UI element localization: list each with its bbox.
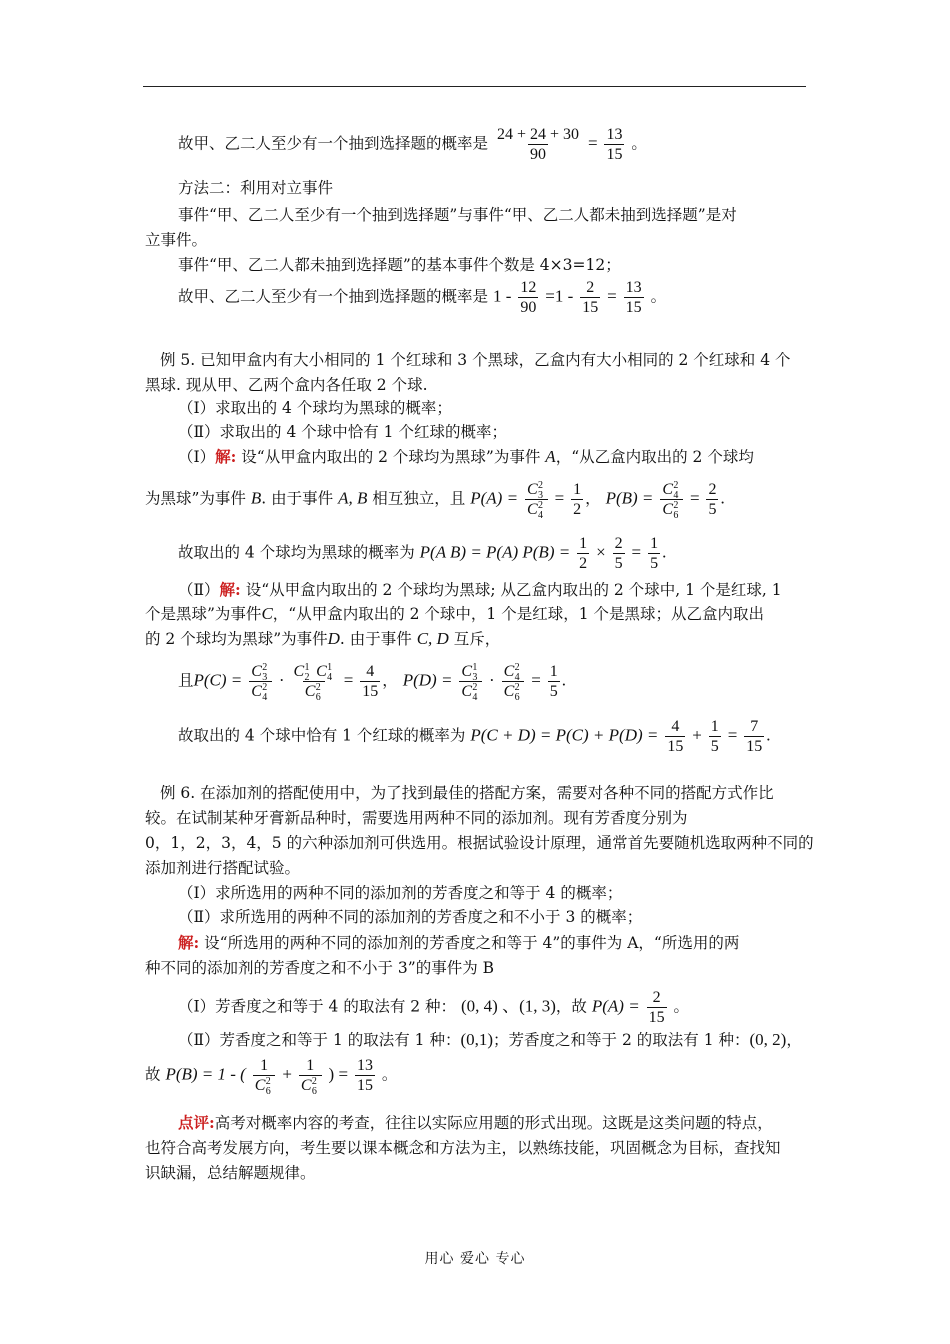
example6-solution-line2: 种不同的添加剂的芳香度之和不小于 3”的事件为 B [145,959,495,977]
fraction: $\frac{2}{15}$ [582,279,599,316]
example5-solution-2: （Ⅱ）解: 设“从甲盒内取出的 2 个球均为黑球; 从乙盒内取出的 2 个球中, 1 个是红球, 1 [178,580,782,599]
example5-statement: 例 5. 已知甲盒内有大小相同的 1 个红球和 3 个黑球，乙盒内有大小相同的 2 个红球和 4 个 [160,351,791,369]
example5-question-1: （Ⅰ）求取出的 4 个球均为黑球的概率； [178,399,452,417]
fraction: $\frac{1}{5}$ [650,535,659,572]
solution-label: 解: [215,447,237,466]
fraction: $\frac{1}{5}$ [710,718,719,755]
example5-solution-1-line2: 为黑球”为事件 B. 由于事件 A, B 相互独立，且 P(A) = C 2 3 C 2 4 = $\frac{1}{2}$ ， P(B) = C 2 4 C 2 6 = $\frac{2}{5}$ . [145,480,725,521]
example5-solution-2-line3: 的 2 个球均为黑球”为事件D. 由于事件 C, D 互斥， [145,629,501,648]
fraction: $\frac{4}{15}$ [667,718,684,755]
fraction: $\frac{4}{15}$ [362,663,379,700]
fraction: C 2 3 C 2 4 [249,662,272,701]
method2-conclusion: 故甲、乙二人至少有一个抽到选择题的概率是 1 - $\frac{12}{90}$ =1 - $\frac{2}{15}$ = $\frac{13}{15}$ 。 [178,279,667,316]
example5-solution-2-probabilities: 且P(C) = C 2 3 C 2 4 · C 1 2 C 1 4 C 2 6 = $\frac{4}{15}$ ， P(D) = C 1 3 C 2 4 · C 2 4 C 2 6 = $\frac{1}{5}$ . [178,662,566,703]
fraction: C 1 2 C 1 4 C 2 6 [293,662,333,703]
fraction: $\frac{1}{2}$ [579,535,588,572]
fraction: C 2 4 C 2 6 [502,662,525,701]
fraction: $\frac{1}{5}$ [549,663,558,700]
example5-solution-2-result: 故取出的 4 个球中恰有 1 个红球的概率为 P(C + D) = P(C) + P(D) = $\frac{4}{15}$ + $\frac{1}{5}$ = $\frac{7}{15}$ . [178,718,771,755]
comment-label: 点评: [178,1113,215,1132]
fraction: $\frac{24 + 24 + 30}{90}$ [496,126,579,163]
fraction: $\frac{12}{90}$ [520,279,537,316]
fraction: $\frac{2}{5}$ [708,481,717,518]
comment-line2: 也符合高考发展方向，考生要以课本概念和方法为主，以熟练技能，巩固概念为目标，查找知 [145,1139,781,1157]
fraction: $\frac{2}{5}$ [614,535,623,572]
fraction: 1 C 2 6 [253,1056,276,1095]
example5-statement: 黑球. 现从甲、乙两个盒内各任取 2 个球. [145,376,428,394]
solution-label: 解: [219,580,241,599]
header-rule [143,86,806,87]
fraction: 1 C 2 6 [299,1056,322,1095]
example6-question-2: （Ⅱ）求所选用的两种不同的添加剂的芳香度之和不小于 3 的概率； [178,908,643,926]
example5-question-2: （Ⅱ）求取出的 4 个球中恰有 1 个红球的概率； [178,423,507,441]
example6-solution-2: （Ⅱ）芳香度之和等于 1 的取法有 1 种：(0,1)；芳香度之和等于 2 的取法有 1 种：(0, 2)， [178,1030,802,1049]
paragraph-line: 事件“甲、乙二人都未抽到选择题”的基本事件个数是 4×3=12； [178,256,621,274]
example5-solution-2-line2: 个是黑球”为事件C，“从甲盒内取出的 2 个球中，1 个是红球，1 个是黑球；从乙盒内取出 [145,604,765,623]
paragraph-line: 立事件。 [145,231,208,249]
method2-heading: 方法二：利用对立事件 [178,179,334,197]
fraction: C 2 3 C 2 4 [525,480,548,519]
fraction: $\frac{13}{15}$ [606,126,623,163]
example6-question-1: （Ⅰ）求所选用的两种不同的添加剂的芳香度之和等于 4 的概率； [178,884,623,902]
example5-solution-1: （Ⅰ）解: 设“从甲盒内取出的 2 个球均为黑球”为事件 A，“从乙盒内取出的 2 个球均 [178,447,754,466]
method1-conclusion: 故甲、乙二人至少有一个抽到选择题的概率是 $\frac{24 + 24 + 30}{90}$ = $\frac{13}{15}$ 。 [178,126,647,163]
text: 故甲、乙二人至少有一个抽到选择题的概率是 [178,134,489,153]
paragraph-line: 事件“甲、乙二人至少有一个抽到选择题”与事件“甲、乙二人都未抽到选择题”是对 [178,206,737,224]
fraction: C 2 4 C 2 6 [660,480,683,519]
fraction: $\frac{7}{15}$ [746,718,763,755]
fraction: $\frac{1}{2}$ [573,481,582,518]
fraction: $\frac{13}{15}$ [356,1057,373,1094]
fraction: $\frac{13}{15}$ [625,279,642,316]
example6-statement: 0，1，2，3，4，5 的六种添加剂可供选用。根据试验设计原理，通常首先要随机选取两种不同的 [145,834,814,852]
fraction: $\frac{2}{15}$ [648,989,665,1026]
example6-statement: 添加剂进行搭配试验。 [145,859,301,877]
comment: 点评:高考对概率内容的考查，往往以实际应用题的形式出现。这既是这类问题的特点， [178,1113,773,1132]
page-footer: 用心 爱心 专心 [424,1251,526,1267]
fraction: C 1 3 C 2 4 [459,662,482,701]
example6-solution-1: （Ⅰ）芳香度之和等于 4 的取法有 2 种： (0, 4) 、(1, 3)，故 P(A) = $\frac{2}{15}$ 。 [178,989,690,1026]
example6-statement: 例 6. 在添加剂的搭配使用中，为了找到最佳的搭配方案，需要对各种不同的搭配方式作比 [160,784,774,802]
example5-solution-1-result: 故取出的 4 个球均为黑球的概率为 P(A B) = P(A) P(B) = $\frac{1}{2}$ × $\frac{2}{5}$ = $\frac{1}{5}$ . [178,535,667,572]
example6-solution-3: 故 P(B) = 1 - ( 1 C 2 6 + 1 C 2 6 ) = $\frac{13}{15}$ 。 [145,1057,398,1097]
comment-line3: 识缺漏，总结解题规律。 [145,1164,316,1182]
solution-label: 解: [178,933,200,952]
example6-solution: 解: 设“所选用的两种不同的添加剂的芳香度之和等于 4”的事件为 A，“所选用的两 [178,933,740,952]
example6-statement: 较。在试制某种牙膏新品种时，需要选用两种不同的添加剂。现有芳香度分别为 [145,809,688,827]
